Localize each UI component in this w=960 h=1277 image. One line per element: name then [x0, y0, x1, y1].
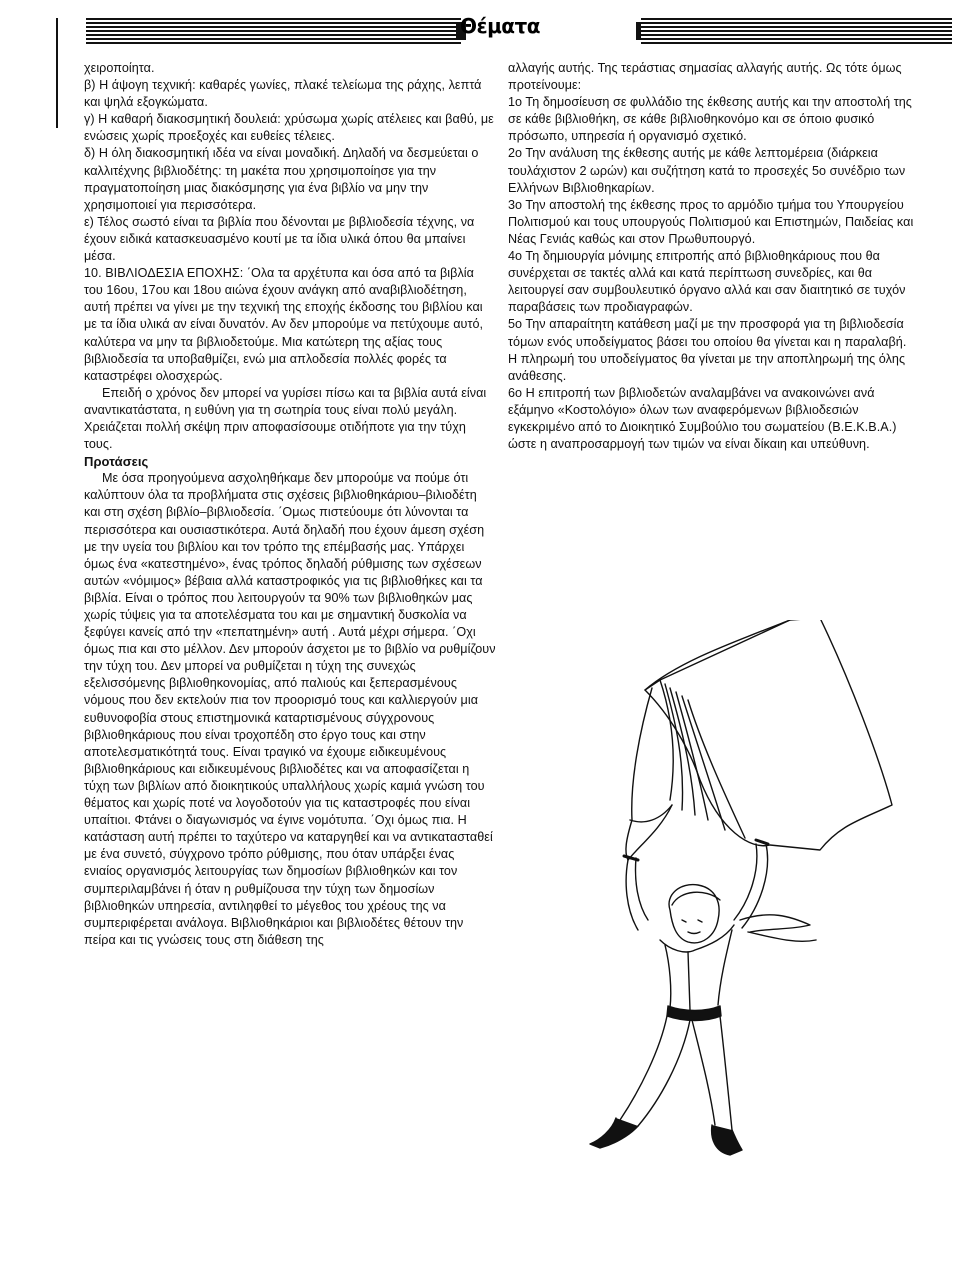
section-title: Θέματα [459, 14, 541, 38]
left-column [84, 60, 496, 949]
paragraph: Επειδή ο χρόνος δεν μπορεί να γυρίσει πίσω και τα βιβλία αυτά είναι αναντικατάστατα, η ευθύνη για τη σωτηρία τους είναι πολύ μεγάλη. Χρειάζεται πολλή σκέψη πριν αποφασίσουμε οτιδήποτε για την τύχη τους. [84, 385, 487, 452]
header-stripes-right [641, 18, 952, 44]
paragraph: ε) Τέλος σωστό είναι τα βιβλία που δένονται με βιβλιοδεσία τέχνης, να έχουν ειδικά κατασκευασμένο κουτί με τα ίδια υλικά όπου θα μπαίνει μέσα. [84, 214, 475, 264]
proposal-item: 6ο Η επιτροπή των βιβλιοδετών αναλαμβάνει να ανακοινώνει ανά εξάμηνο «Κοστολόγιο» όλων των αναφερόμενων βιβλιοδεσιών εγκεκριμένο από το Διοικητικό Συμβούλιο του σωματείου (Β.Ε.Κ.Β.Α.) ώστε η αναπροσαρμογή των τιμών να είναι δίκαιη και υπεύθυνη. [508, 385, 897, 452]
proposal-item: 3ο Την αποστολή της έκθεσης προς το αρμόδιο τμήμα του Υπουργείου Πολιτισμού και τους υπουργούς Πολιτισμού και Επιστημών, Παιδείας και Νέας Γενιάς καθώς και στον Πρωθυπουργό. [508, 197, 914, 246]
proposal-item: 4ο Τη δημιουργία μόνιμης επιτροπής από βιβλιοθηκάριους που θα συνέρχεται σε τακτές αλλά και κατά περίπτωση συνεδρίες, και θα λειτουργεί σαν συμβουλευτικό όργανο αλλά και σαν διαιτητικό σε τυχόν παραβάσεις των προδιαγραφών. [508, 249, 906, 315]
paragraph: αλλαγής αυτής. Της τεράστιας σημασίας αλλαγής αυτής. Ως τότε όμως προτείνουμε: [508, 61, 902, 93]
section-heading: Προτάσεις [84, 454, 149, 470]
right-column [508, 60, 918, 453]
paragraph: 10. ΒΙΒΛΙΟΔΕΣΙΑ ΕΠΟΧΗΣ: ΄Ολα τα αρχέτυπα και όσα από τα βιβλία του 16ου, 17ου και 18ου αιώνα έχουν ανάγκη από αναβιβλιοδέτηση, αυτή πρέπει να γίνει με την τεχνική της εποχής έκδοσης του βιβλίου και με τα ίδια υλικά αν είναι δυνατόν. Αν δεν μπορούμε να πετύχουμε αυτό, καλύτερα να μην τα βιβλιοδετούμε. Μια κατώτερη της αξίας τους βιβλιοδεσία τα υποβαθμίζει, ενώ μια απλοδεσία πολλές φορές τα καταστρέφει ολοσχερώς. [84, 266, 484, 383]
paragraph: γ) Η καθαρή διακοσμητική δουλειά: χρύσωμα χωρίς ατέλειες και βαθύ, με ενώσεις χωρίς προεξοχές και ευθείες τέλειες. [84, 112, 494, 144]
paragraph: χειροποίητα. [84, 61, 155, 75]
paragraph: β) Η άψογη τεχνική: καθαρές γωνίες, πλακέ τελείωμα της ράχης, λεπτά και ψηλά εξογκώματα. [84, 78, 482, 110]
margin-rule [56, 18, 58, 128]
proposal-item: 2ο Την ανάλυση της έκθεσης αυτής με κάθε λεπτομέρεια (διάρκεια τουλάχιστον 2 ωρών) και συζήτηση κατά το προσεχές 5ο συνέδριο των Ελλήνων Βιβλιοθηκαρίων. [508, 146, 906, 195]
paragraph: Με όσα προηγούμενα ασχοληθήκαμε δεν μπορούμε να πούμε ότι καλύπτουν όλα τα προβλήματα στις σχέσεις βιβλιοθηκάριου–βιλιοδέτη και στη σχέση βιβλίο–βιβλιοδεσία. ΄Ομως πιστεύουμε ότι λύνονται τα περισσότερα και ουσιαστικότερα. Αυτά δηλαδή που έχουν άμεση σχέση με την υγεία του βιβλίου και τον τρόπο της επέμβασής μας. Υπάρχει όμως ένα «κατεστημένο», ένας τρόπος δηλαδή ρύθμισης των σχέσεων αυτών «νόμιμος» βέβαια αλλά καταστροφικός για τις βιβλιοθήκες και τα βιβλία. Είναι ο τρόπος που λειτουργούν τα 90% των βιβλιοθηκών μας χωρίς τύψεις για τα αποτελέσματα του και με σημαντική δυσκολία να ξεφύγει κανείς από την «πεπατημένη» αυτή . Αυτά μέχρι σήμερα. ΄Οχι όμως πια και στο μέλλον. Δεν μπορούν άσχετοι με το βιβλίο να ρυθμίζουν την τύχη του. Δεν μπορεί να ρυθμίζεται η τύχη της συνεχώς εξελισσόμενης βιβλιοθηκονομίας, από παλιούς και ξεπερασμένους νόμους που δεν εκτελούν πια τον προορισμό τους και καλλιεργούν μια ευθυνοφοβία στους επιστημονικά καταρτισμένους σύγχρονους βιβλιοθηκάριους που είναι τροχοπέδη στο έργο τους και στην αποτελεσματικότητά τους. Είναι τραγικό να έχουμε ειδικευμένους βιβλιοθηκάριους και ειδικευμένους βιβλιοδέτες και να αποφασίζεται η τύχη των βιβλίων από διοικητικούς υπαλλήλους χωρίς καμιά γνώση του θέματος και χωρίς ποτέ να λογοδοτούν για τις καταστροφές που είναι υπαίτιοι. Φτάνει ο διαγωνισμός να έγινε νομότυπα. ΄Οχι όμως πια. Η κατάσταση αυτή πρέπει το ταχύτερο να καταργηθεί και να αντικατασταθεί με ένα συνετό, σύγχρονο τρόπο ρύθμισης, που όταν υπάρξει ένας ενιαίος οργανισμός λειτουργίας των δημοσίων βιβλιοθηκών και τον συμπεριλαμβάνει ή όταν η ρυθμίζουσα την τύχη των δημοσίων βιβλιοθηκών υπηρεσία, αντιληφθεί το μέγεθος του χρέους της να συμπεριφέρεται ανάλογα. Βιβλιοθηκάριοι και βιβλιοδέτες θέτουν την πείρα και τις γνώσεις τους στη διάθεση της [84, 471, 496, 947]
proposal-item: 5ο Την απαραίτητη κατάθεση μαζί με την προσφορά για τη βιβλιοδεσία τόμων ενός υποδείγματος βάσει του οποίου θα γίνεται και η παραλαβή. Η πληρωμή του υποδείγματος θα γίνεται με την αποπληρωμή της όλης ανάθεσης. [508, 317, 907, 383]
header-stripes-left [86, 18, 461, 44]
book-parachute-man-drawing [520, 620, 900, 1180]
paragraph: δ) Η όλη διακοσμητική ιδέα να είναι μοναδική. Δηλαδή να δεσμεύεται ο καλλιτέχνης βιβλιοδέτης: τη μακέτα που χρησιμοποίησε για την πραγματοποίηση μιας διακόσμησης για ένα βιβλίο να μην την χρησιμοποιεί για περισσότερα. [84, 146, 479, 212]
proposal-item: 1ο Τη δημοσίευση σε φυλλάδιο της έκθεσης αυτής και την αποστολή της σε κάθε βιβλιοθήκη, σε κάθε βιβλιοθηκονόμο και σε όποιο φυσικό πρόσωπο, υπηρεσία ή οργανισμό σχετικό. [508, 95, 912, 144]
